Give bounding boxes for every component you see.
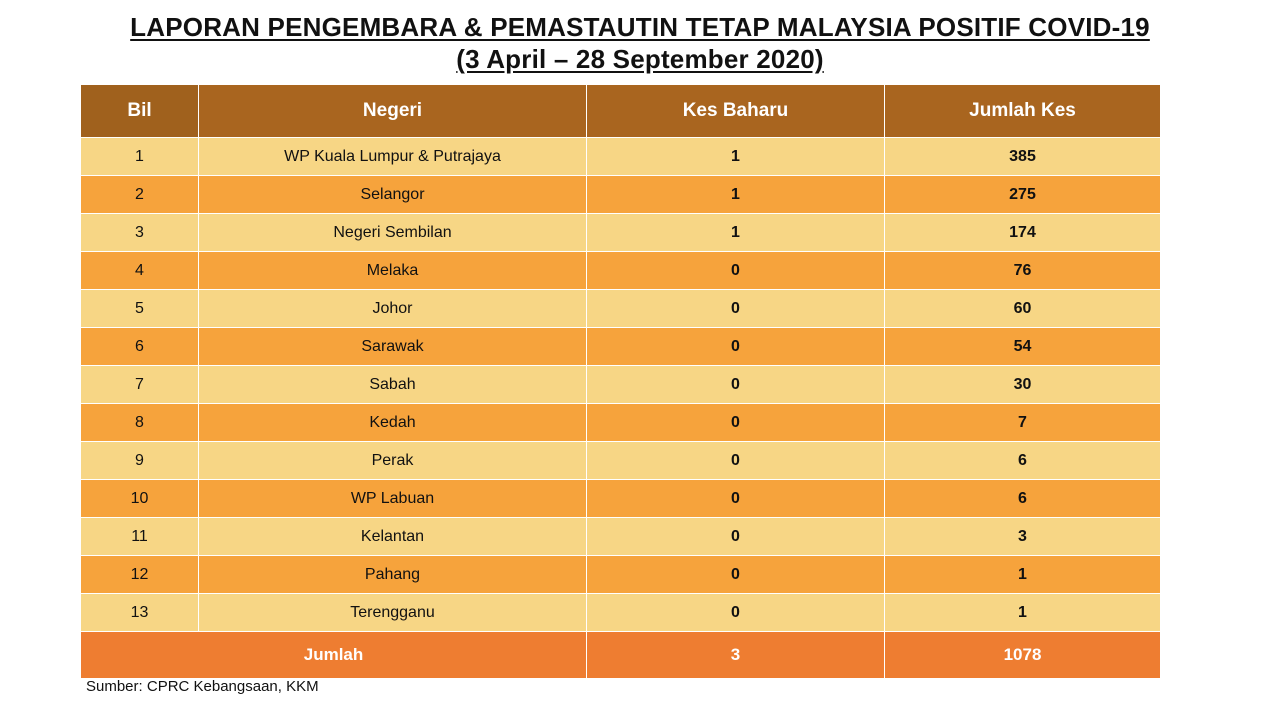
cell-bil: 5: [81, 290, 199, 328]
cell-kes-baharu: 0: [587, 290, 885, 328]
cell-bil: 9: [81, 442, 199, 480]
column-header-jumlah-kes: Jumlah Kes: [885, 85, 1161, 138]
table-footer: [81, 632, 1161, 679]
cell-jumlah-kes: 385: [885, 138, 1161, 176]
cell-kes-baharu: 0: [587, 480, 885, 518]
column-header-kes-baharu: Kes Baharu: [587, 85, 885, 138]
cell-bil: 3: [81, 214, 199, 252]
cell-jumlah-kes: 1: [885, 556, 1161, 594]
cell-bil: 4: [81, 252, 199, 290]
cell-negeri: Johor: [199, 290, 587, 328]
cell-kes-baharu: 1: [587, 214, 885, 252]
table-row: [81, 518, 1161, 556]
table-row: [81, 404, 1161, 442]
table-row: [81, 328, 1161, 366]
cell-negeri: Kedah: [199, 404, 587, 442]
cell-jumlah-kes: 76: [885, 252, 1161, 290]
cell-bil: 12: [81, 556, 199, 594]
cell-kes-baharu: 0: [587, 328, 885, 366]
cell-jumlah-kes: 3: [885, 518, 1161, 556]
cell-jumlah-kes: 174: [885, 214, 1161, 252]
cell-bil: 7: [81, 366, 199, 404]
report-table-container: [80, 84, 1160, 679]
table-body: [81, 138, 1161, 632]
total-label: Jumlah: [81, 632, 587, 679]
title-line-2: (3 April – 28 September 2020): [456, 43, 824, 74]
cell-bil: 1: [81, 138, 199, 176]
cell-jumlah-kes: 60: [885, 290, 1161, 328]
source-note: Sumber: CPRC Kebangsaan, KKM: [86, 678, 319, 695]
cell-negeri: Melaka: [199, 252, 587, 290]
cell-negeri: Pahang: [199, 556, 587, 594]
table-row: [81, 252, 1161, 290]
cell-negeri: Kelantan: [199, 518, 587, 556]
cell-kes-baharu: 1: [587, 176, 885, 214]
cell-kes-baharu: 1: [587, 138, 885, 176]
cell-bil: 11: [81, 518, 199, 556]
table-row: [81, 594, 1161, 632]
table-header-row: [81, 85, 1161, 138]
total-row: [81, 632, 1161, 679]
table-row: [81, 290, 1161, 328]
cell-bil: 8: [81, 404, 199, 442]
table-row: [81, 214, 1161, 252]
cell-jumlah-kes: 1: [885, 594, 1161, 632]
cell-negeri: WP Kuala Lumpur & Putrajaya: [199, 138, 587, 176]
table-row: [81, 480, 1161, 518]
cell-bil: 13: [81, 594, 199, 632]
cell-negeri: Negeri Sembilan: [199, 214, 587, 252]
column-header-bil: Bil: [81, 85, 199, 138]
cell-kes-baharu: 0: [587, 594, 885, 632]
table-row: [81, 442, 1161, 480]
cell-jumlah-kes: 54: [885, 328, 1161, 366]
column-header-negeri: Negeri: [199, 85, 587, 138]
cell-negeri: Sarawak: [199, 328, 587, 366]
cell-negeri: Terengganu: [199, 594, 587, 632]
cell-kes-baharu: 0: [587, 442, 885, 480]
cell-jumlah-kes: 275: [885, 176, 1161, 214]
table-row: [81, 138, 1161, 176]
table-row: [81, 366, 1161, 404]
cell-negeri: WP Labuan: [199, 480, 587, 518]
cell-negeri: Selangor: [199, 176, 587, 214]
cell-kes-baharu: 0: [587, 518, 885, 556]
cell-negeri: Perak: [199, 442, 587, 480]
report-table: [80, 84, 1161, 679]
cell-jumlah-kes: 6: [885, 480, 1161, 518]
cell-kes-baharu: 0: [587, 252, 885, 290]
cell-bil: 6: [81, 328, 199, 366]
cell-jumlah-kes: 30: [885, 366, 1161, 404]
cell-jumlah-kes: 7: [885, 404, 1161, 442]
cell-negeri: Sabah: [199, 366, 587, 404]
cell-kes-baharu: 0: [587, 404, 885, 442]
cell-bil: 2: [81, 176, 199, 214]
total-jumlah-kes: 1078: [885, 632, 1161, 679]
total-kes-baharu: 3: [587, 632, 885, 679]
title-line-1: LAPORAN PENGEMBARA & PEMASTAUTIN TETAP MALAYSIA POSITIF COVID-19: [130, 12, 1150, 42]
table-row: [81, 176, 1161, 214]
cell-kes-baharu: 0: [587, 366, 885, 404]
table-header: [81, 85, 1161, 138]
cell-kes-baharu: 0: [587, 556, 885, 594]
page-title: [0, 0, 1280, 75]
table-row: [81, 556, 1161, 594]
cell-jumlah-kes: 6: [885, 442, 1161, 480]
cell-bil: 10: [81, 480, 199, 518]
